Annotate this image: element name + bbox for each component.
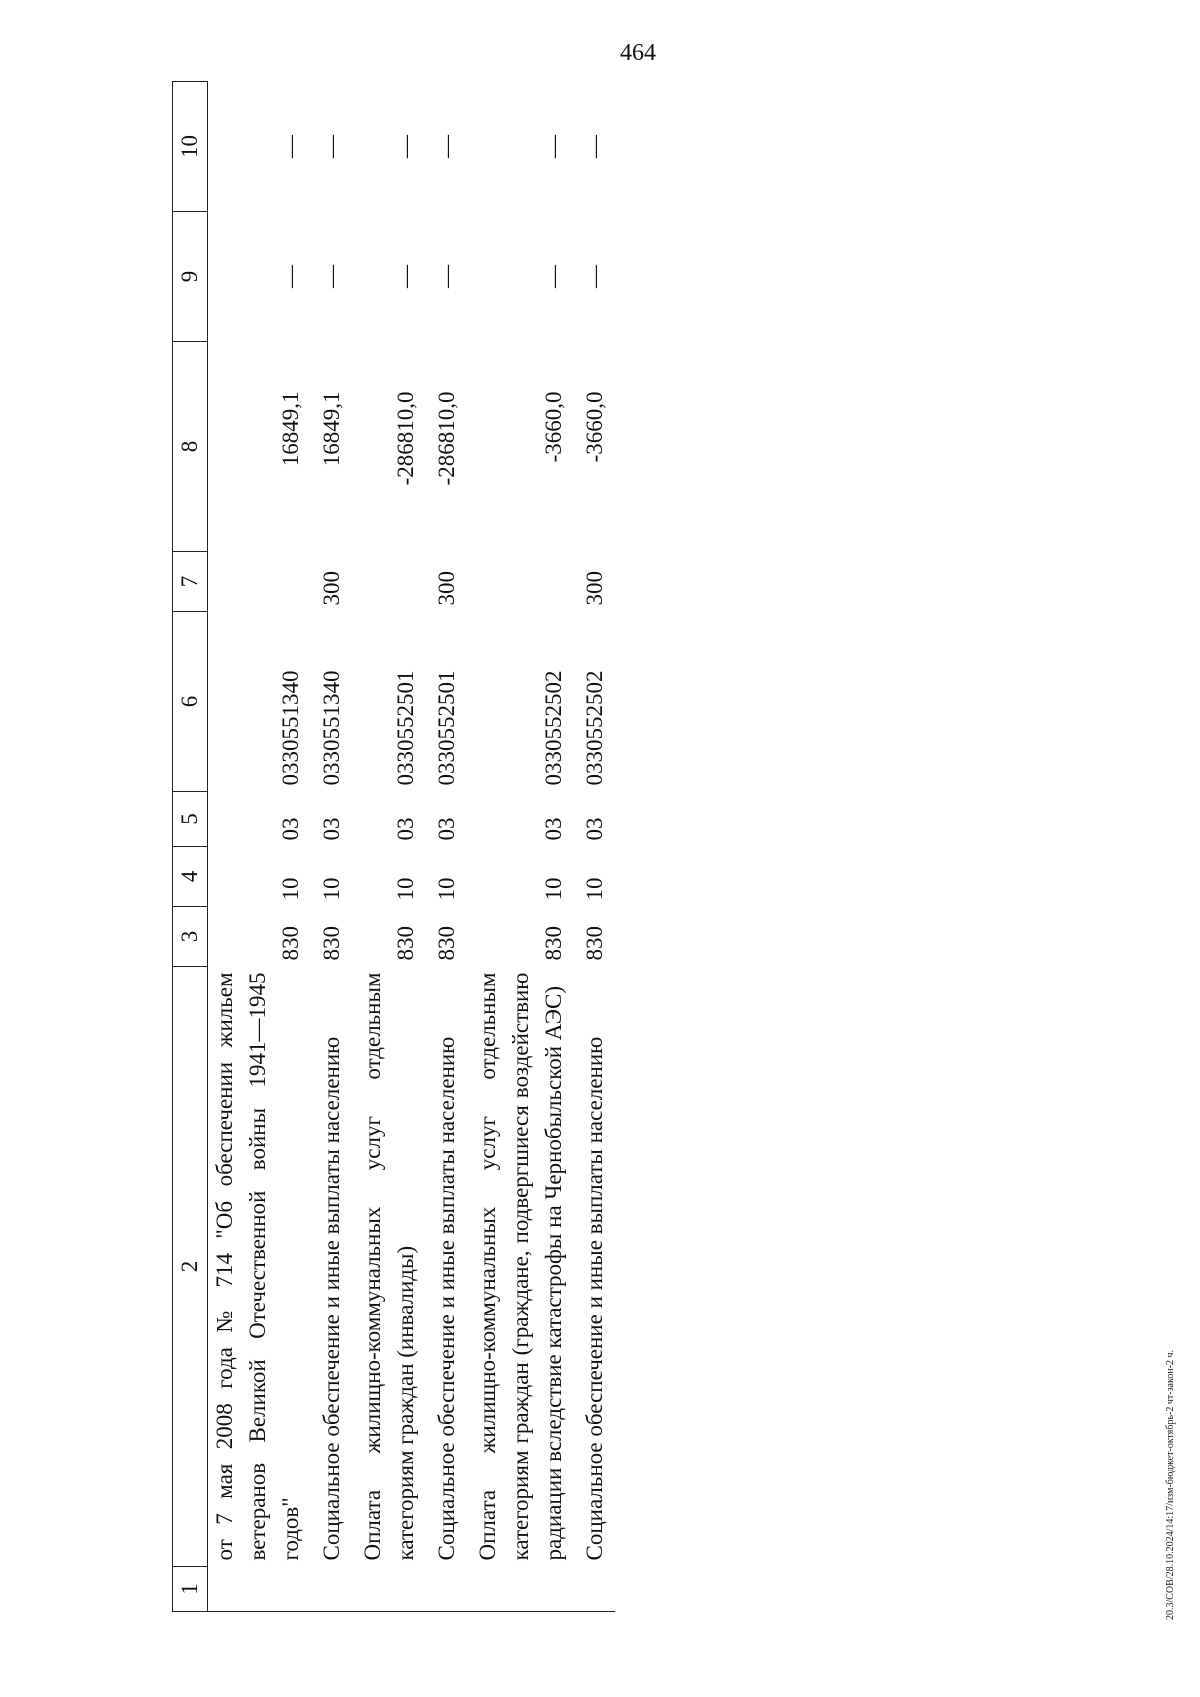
cell-section: 10 bbox=[319, 877, 344, 901]
cell-target-article: 0330552501 bbox=[393, 670, 418, 786]
cell-col-9: — bbox=[582, 265, 607, 288]
cell-subsection: 03 bbox=[582, 817, 607, 841]
page-number: 464 bbox=[620, 40, 656, 66]
header-col-10: 10 bbox=[173, 82, 208, 212]
cell-expense-type: 300 bbox=[434, 571, 459, 606]
cell-col-10: — bbox=[393, 135, 418, 158]
cell-target-article: 0330552501 bbox=[434, 670, 459, 786]
cell-col-10: — bbox=[278, 135, 303, 158]
cell-col-10: — bbox=[541, 135, 566, 158]
cell-ministry-code: 830 bbox=[541, 926, 566, 961]
cell-ministry-code: 830 bbox=[278, 926, 303, 961]
header-col-4: 4 bbox=[173, 847, 208, 907]
cell-subsection: 03 bbox=[541, 817, 566, 841]
cell-target-article: 0330552502 bbox=[541, 670, 566, 786]
cell-description: Оплата жилищно-коммунальных услуг отдельным категориям граждан (инвалиды) bbox=[360, 972, 418, 1561]
cell-number bbox=[422, 1567, 463, 1612]
cell-section: 10 bbox=[434, 877, 459, 901]
table-row bbox=[348, 82, 422, 1612]
cell-amount: 16849,1 bbox=[278, 391, 303, 467]
budget-table bbox=[172, 81, 615, 1612]
cell-ministry-code: 830 bbox=[582, 926, 607, 961]
table-row bbox=[307, 82, 348, 1612]
cell-expense-type: 300 bbox=[582, 571, 607, 606]
cell-expense-type bbox=[348, 552, 422, 612]
header-col-7: 7 bbox=[173, 552, 208, 612]
cell-description: Социальное обеспечение и иные выплаты населению bbox=[319, 1036, 344, 1561]
cell-col-9: — bbox=[434, 265, 459, 288]
cell-expense-type bbox=[208, 552, 308, 612]
cell-subsection: 03 bbox=[278, 817, 303, 841]
cell-expense-type bbox=[463, 552, 570, 612]
table-row bbox=[422, 82, 463, 1612]
budget-table-container bbox=[172, 82, 1182, 1612]
cell-number bbox=[348, 1567, 422, 1612]
cell-col-9: — bbox=[278, 265, 303, 288]
header-col-5: 5 bbox=[173, 792, 208, 847]
header-col-3: 3 bbox=[173, 907, 208, 967]
cell-amount: -3660,0 bbox=[582, 391, 607, 463]
cell-description: Социальное обеспечение и иные выплаты населению bbox=[582, 1036, 607, 1561]
cell-target-article: 0330552502 bbox=[582, 670, 607, 786]
cell-ministry-code: 830 bbox=[319, 926, 344, 961]
cell-number bbox=[307, 1567, 348, 1612]
cell-col-10: — bbox=[319, 135, 344, 158]
cell-number bbox=[463, 1567, 570, 1612]
header-row bbox=[173, 82, 208, 1612]
table-row bbox=[208, 82, 308, 1612]
cell-expense-type: 300 bbox=[319, 571, 344, 606]
cell-number bbox=[208, 1567, 308, 1612]
cell-amount: -286810,0 bbox=[434, 391, 459, 486]
header-col-2: 2 bbox=[173, 967, 208, 1567]
cell-ministry-code: 830 bbox=[393, 926, 418, 961]
cell-section: 10 bbox=[278, 877, 303, 901]
cell-col-9: — bbox=[393, 265, 418, 288]
cell-amount: -3660,0 bbox=[541, 391, 566, 463]
cell-amount: -286810,0 bbox=[393, 391, 418, 486]
cell-number bbox=[570, 1567, 615, 1612]
footer-reference-text: 20.3/СОВ/28.10.2024/14:17/изм-бюджет-октябрь-2 чт-закон-2 ч. bbox=[1165, 1349, 1176, 1620]
cell-subsection: 03 bbox=[393, 817, 418, 841]
header-col-8: 8 bbox=[173, 342, 208, 552]
cell-col-9: — bbox=[541, 265, 566, 288]
cell-description: от 7 мая 2008 года № 714 "Об обеспечении жильем ветеранов Великой Отечественной войны 1941—1945 годов" bbox=[212, 972, 303, 1561]
cell-col-9: — bbox=[319, 265, 344, 288]
cell-col-10: — bbox=[434, 135, 459, 158]
header-col-1: 1 bbox=[173, 1567, 208, 1612]
cell-section: 10 bbox=[393, 877, 418, 901]
cell-ministry-code: 830 bbox=[434, 926, 459, 961]
cell-section: 10 bbox=[541, 877, 566, 901]
table-row bbox=[463, 82, 570, 1612]
table-row bbox=[570, 82, 615, 1612]
cell-subsection: 03 bbox=[319, 817, 344, 841]
cell-description: Оплата жилищно-коммунальных услуг отдельным категориям граждан (граждане, подвергшиеся воздействию радиации вследствие катастрофы на Чернобыльской АЭС) bbox=[475, 972, 566, 1561]
cell-subsection: 03 bbox=[434, 817, 459, 841]
cell-description: Социальное обеспечение и иные выплаты населению bbox=[434, 1036, 459, 1561]
cell-amount: 16849,1 bbox=[319, 391, 344, 467]
header-col-6: 6 bbox=[173, 612, 208, 792]
cell-target-article: 0330551340 bbox=[278, 670, 303, 786]
cell-section: 10 bbox=[582, 877, 607, 901]
header-col-9: 9 bbox=[173, 212, 208, 342]
cell-target-article: 0330551340 bbox=[319, 670, 344, 786]
cell-col-10: — bbox=[582, 135, 607, 158]
